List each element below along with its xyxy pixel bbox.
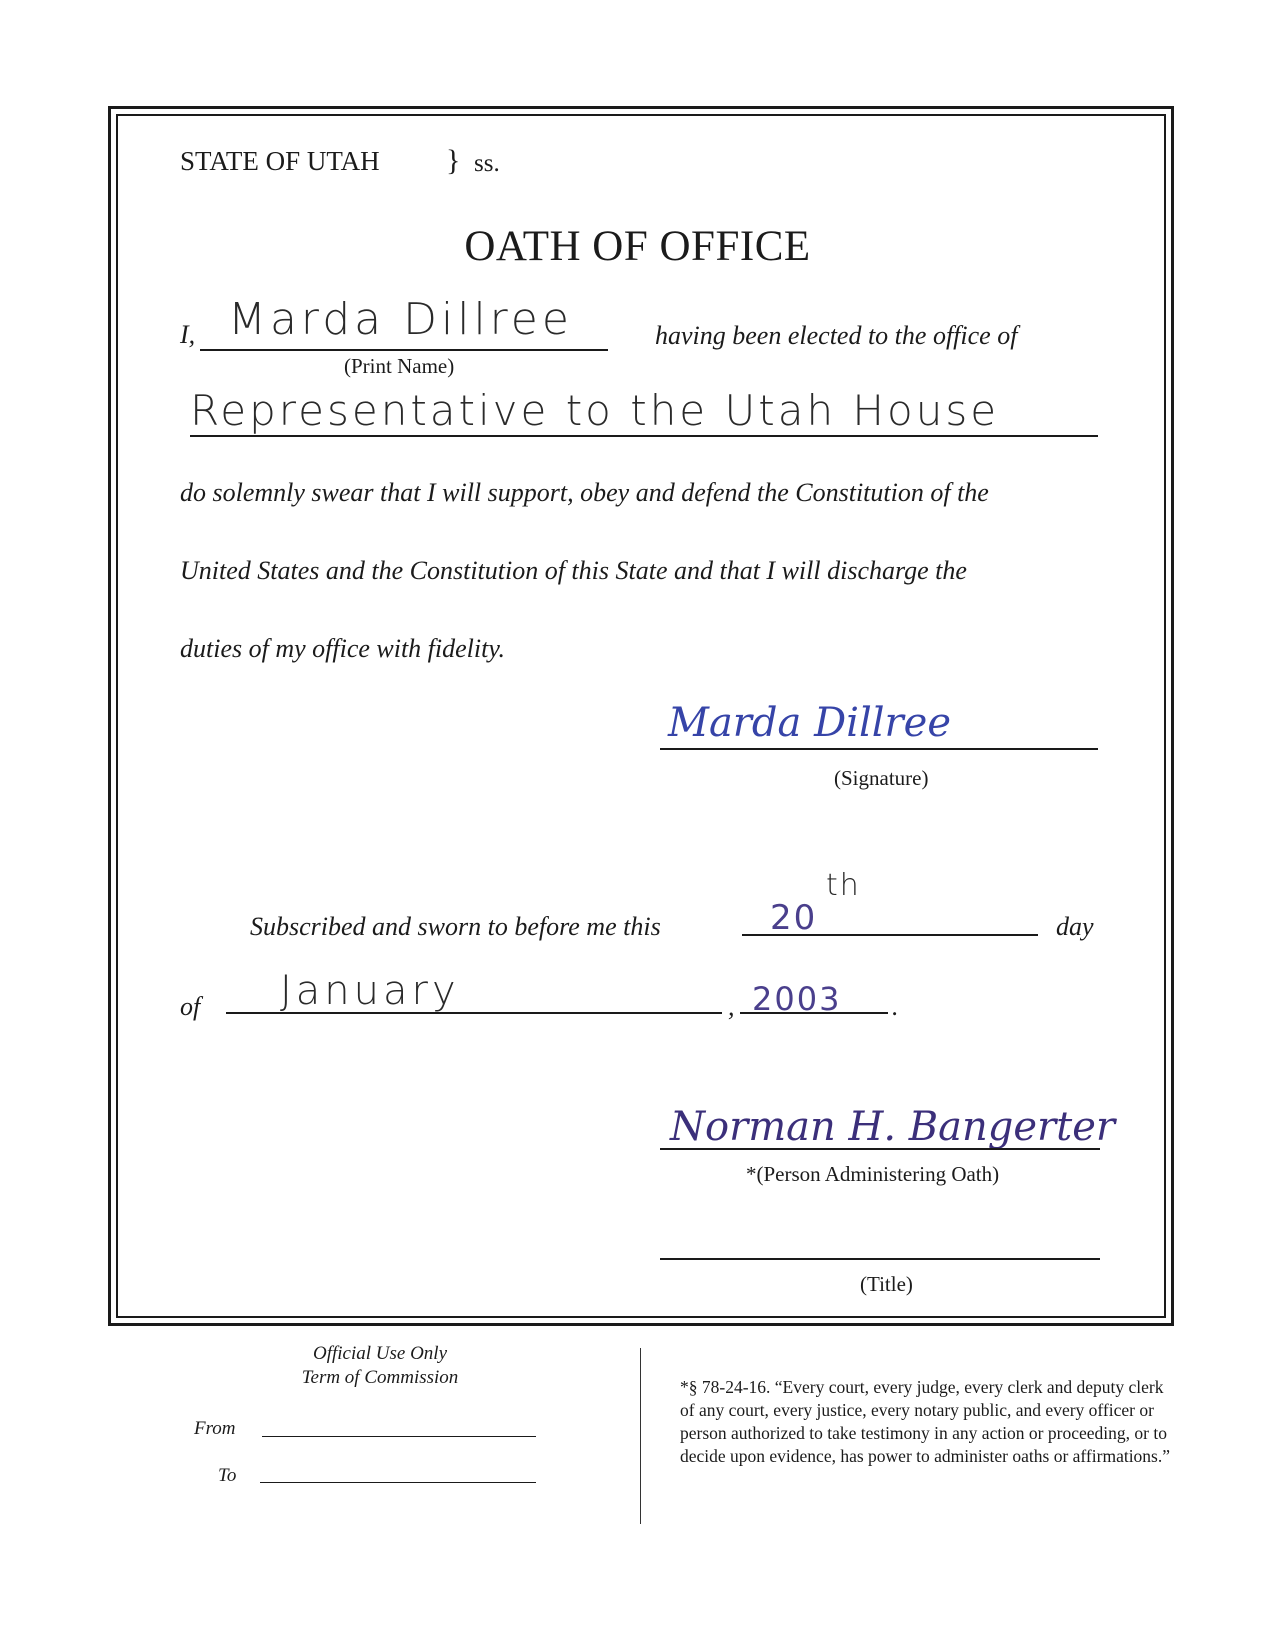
elected-text: having been elected to the office of	[655, 321, 1018, 350]
i-label: I,	[180, 320, 196, 349]
oath-body-line-3: duties of my office with fidelity.	[180, 634, 505, 663]
title-caption: (Title)	[860, 1272, 913, 1296]
administrator-caption: *(Person Administering Oath)	[746, 1162, 1000, 1186]
oath-body-line-1: do solemnly swear that I will support, obey and defend the Constitution of the	[180, 478, 989, 507]
year-field[interactable]: 2003	[752, 980, 842, 1018]
office-field[interactable]: Representative to the Utah House	[190, 386, 1000, 435]
office-line	[190, 435, 1098, 437]
day-field[interactable]: 20	[770, 898, 818, 938]
oath-body-line-2: United States and the Constitution of this State and that I will discharge the	[180, 556, 967, 585]
official-use-label: Official Use Only	[312, 1343, 448, 1364]
from-label: From	[194, 1418, 236, 1439]
page-title: OATH OF OFFICE	[464, 223, 811, 270]
term-of-commission-label: Term of Commission	[301, 1367, 459, 1388]
of-label: of	[180, 992, 201, 1021]
comma-separator: ,	[728, 992, 735, 1021]
section-divider	[640, 1348, 641, 1524]
administrator-line	[660, 1148, 1100, 1150]
printed-name-field[interactable]: Marda Dillree	[228, 294, 573, 345]
month-field[interactable]: January	[280, 968, 460, 1014]
day-label: day	[1056, 912, 1094, 941]
to-label: To	[218, 1465, 237, 1486]
administrator-signature: Norman H. Bangerter	[670, 1104, 1116, 1150]
signature-line	[660, 748, 1098, 750]
print-name-caption: (Print Name)	[344, 354, 455, 378]
ss-label: ss.	[474, 150, 500, 177]
state-of-utah-label: STATE OF UTAH	[180, 146, 380, 176]
brace-symbol: }	[446, 144, 461, 177]
signature-handwriting: Marda Dillree	[668, 700, 952, 746]
subscribed-text: Subscribed and sworn to before me this	[250, 912, 661, 941]
signature-caption: (Signature)	[834, 766, 929, 790]
period: .	[892, 992, 899, 1021]
print-name-line	[200, 349, 608, 351]
statute-text: *§ 78-24-16. “Every court, every judge, every clerk and deputy clerk of any court, every justice, every notary public, and every officer or person authorized to take testimony in any action or proceeding, or to decide upon evidence, has power to administer oaths or affirmations.”	[680, 1377, 1171, 1466]
from-line[interactable]	[262, 1436, 536, 1437]
title-line	[660, 1258, 1100, 1260]
to-line[interactable]	[260, 1482, 536, 1483]
day-suffix: th	[826, 868, 861, 903]
